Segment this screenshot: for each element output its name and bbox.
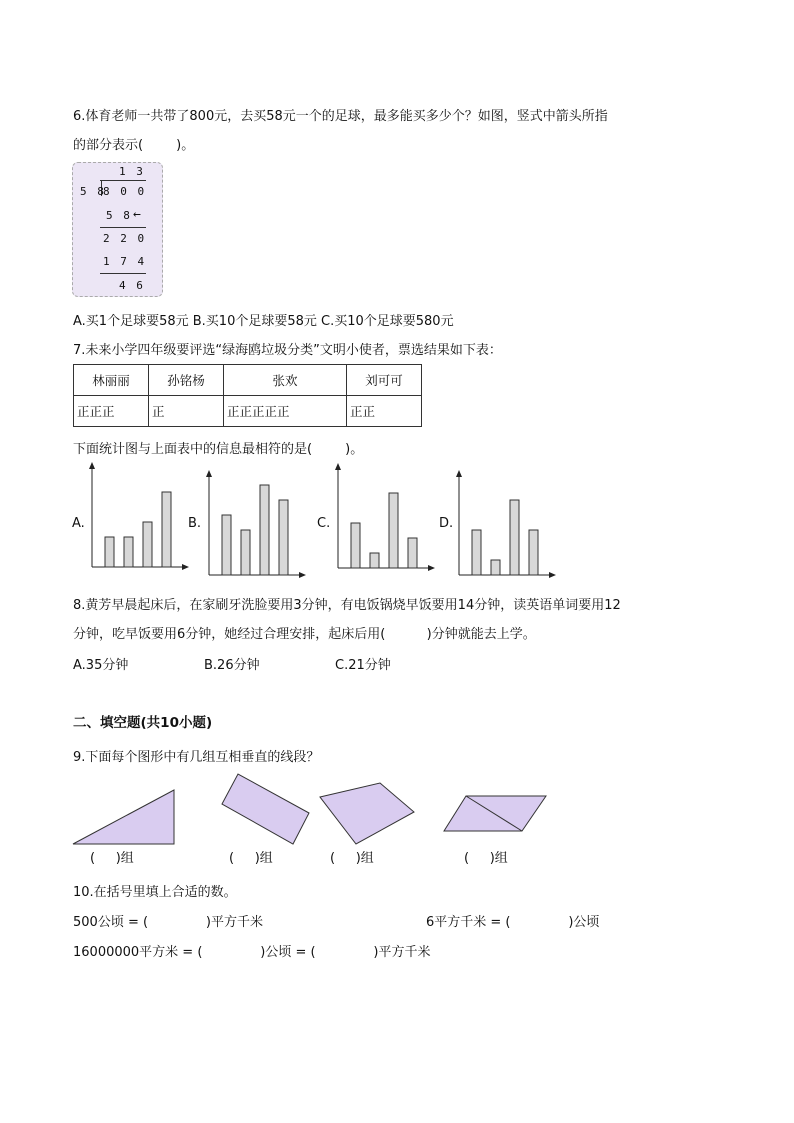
q9-answer-3[interactable]: ( )组 xyxy=(330,851,374,866)
division-step2: 2 2 0 xyxy=(103,232,147,245)
arrow-left-icon: ← xyxy=(133,207,141,222)
trapezoid-shape xyxy=(320,783,414,844)
q9-stem: 9.下面每个图形中有几组互相垂直的线段？ xyxy=(73,750,320,765)
q8-option-c: C.21分钟 xyxy=(335,658,391,673)
rectangle-shape xyxy=(222,774,309,844)
triangle-shape xyxy=(73,790,174,844)
q10-row2[interactable]: 16000000平方米 = ( )公顷 = ( )平方千米 xyxy=(73,945,431,960)
name-cell: 张欢 xyxy=(224,365,347,396)
chart-label-c: C. xyxy=(317,516,331,531)
q9-answer-1[interactable]: ( )组 xyxy=(90,851,134,866)
division-remainder: 4 6 xyxy=(119,279,145,292)
q6-options: A.买1个足球要58元 B.买10个足球要58元 C.买10个足球要580元 xyxy=(73,314,454,329)
division-step3: 1 7 4 xyxy=(103,255,147,268)
tally-cell: 正正正 xyxy=(74,396,149,427)
q8-stem-line1: 8.黄芳早晨起床后，在家刷牙洗脸要用3分钟，有电饭锅烧早饭要用14分钟，读英语单词要用12 xyxy=(73,598,621,613)
q6-stem-line2: 的部分表示( )。 xyxy=(73,138,195,153)
q10-row1-left[interactable]: 500公顷 = ( )平方千米 xyxy=(73,915,263,930)
tally-cell: 正正正正正 xyxy=(224,396,347,427)
chart-label-a: A. xyxy=(72,516,85,531)
q6-stem-line1: 6.体育老师一共带了800元，去买58元一个的足球，最多能买多少个？如图，竖式中箭头所指 xyxy=(73,109,608,124)
q9-answer-4[interactable]: ( )组 xyxy=(464,851,508,866)
chart-label-d: D. xyxy=(439,516,454,531)
q10-row1-right[interactable]: 6平方千米 = ( )公顷 xyxy=(426,915,600,930)
division-step1: 5 8 xyxy=(106,209,132,222)
q8-stem-line2: 分钟，吃早饭要用6分钟，她经过合理安排，起床后用( )分钟就能去上学。 xyxy=(73,627,536,642)
q7-stem: 7.未来小学四年级要评选“绿海鸥垃圾分类”文明小使者，票选结果如下表： xyxy=(73,343,502,358)
q8-option-b: B.26分钟 xyxy=(204,658,260,673)
tally-cell: 正 xyxy=(149,396,224,427)
q8-option-a: A.35分钟 xyxy=(73,658,129,673)
name-cell: 孙铭杨 xyxy=(149,365,224,396)
parallelogram-shape xyxy=(444,796,546,831)
name-cell: 刘可可 xyxy=(347,365,422,396)
chart-label-b: B. xyxy=(188,516,202,531)
q10-stem: 10.在括号里填上合适的数。 xyxy=(73,885,237,900)
q7-question: 下面统计图与上面表中的信息最相符的是( )。 xyxy=(73,442,364,457)
division-divisor: 5 8 xyxy=(80,185,106,198)
section-title: 二、填空题(共10小题) xyxy=(73,715,213,731)
division-dividend: 8 0 0 xyxy=(103,185,147,198)
name-cell: 林丽丽 xyxy=(74,365,149,396)
division-quotient: 1 3 xyxy=(119,165,145,178)
q9-answer-2[interactable]: ( )组 xyxy=(229,851,273,866)
tally-cell: 正正 xyxy=(347,396,422,427)
